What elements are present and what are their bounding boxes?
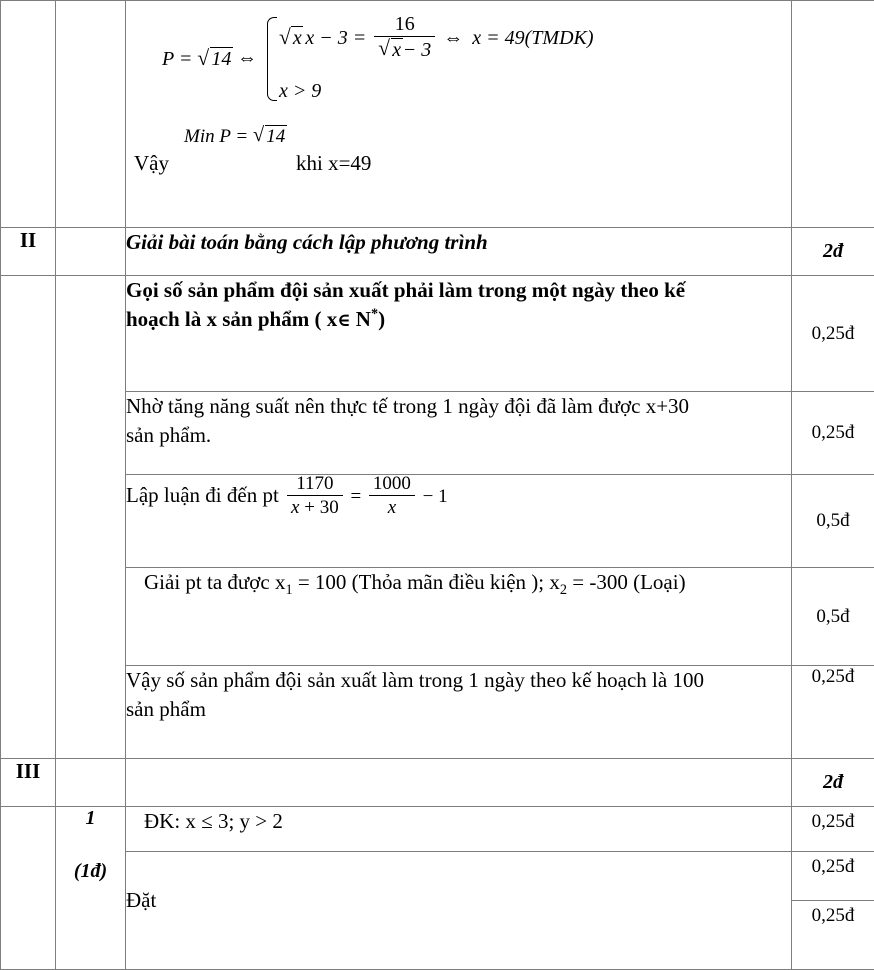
conclusion-min-p <box>126 125 791 179</box>
iff-symbol-1: ⇔ <box>237 47 257 70</box>
roman-cell-span-iii <box>1 807 56 970</box>
step-cell-roots <box>126 568 792 666</box>
table-row <box>1 276 874 392</box>
system-line-1: √ x x − 3 = 16 √ x− 3 ⇔ x = 49(TMDK) <box>279 15 594 64</box>
score-conclusion: 0,25đ <box>792 666 874 759</box>
score-cell-empty <box>792 1 874 228</box>
roots-line: Giải pt ta được $x_1 = 100$ (Thỏa mãn điều kiện ); $x_2 = -300$ (Loại) <box>126 568 791 601</box>
score-equation: 0,5đ <box>792 475 874 568</box>
khi-x-label: khi x=49 <box>296 149 371 178</box>
productivity-line2: sản phẩm. <box>126 421 791 450</box>
equation-lead-text: Lập luận đi đến pt <box>126 483 279 507</box>
question-number-1 <box>56 807 126 970</box>
section-title-iii <box>126 759 792 807</box>
section-number-ii: II <box>1 228 56 276</box>
equation-expression: $\frac{1170}{x + 30}$ = $\frac{1000}{x}$ − 1 <box>284 486 448 507</box>
sub-cell-empty <box>56 759 126 807</box>
table-row <box>1 807 874 852</box>
table-row <box>1 852 874 901</box>
equation-min-p <box>126 1 791 103</box>
condition-line: ĐK: x ≤ 3; y > 2 <box>126 807 791 836</box>
step-cell-equation <box>126 475 792 568</box>
conclusion-line1: Vậy số sản phẩm đội sản xuất làm trong 1 ngày theo kế hoạch là 100 <box>126 666 791 695</box>
score-ii: 2đ <box>792 228 874 276</box>
step-cell-productivity <box>126 392 792 475</box>
score-productivity: 0,25đ <box>792 392 874 475</box>
table-row <box>1 568 874 666</box>
min-p-expression: Min P = √ 14 <box>184 125 287 148</box>
score-iii: 2đ <box>792 759 874 807</box>
define-variable-line2: hoạch là x sản phẩm ( x∈ N*) <box>126 305 791 334</box>
table-row <box>1 228 874 276</box>
sub-cell-span-ii <box>56 276 126 759</box>
roman-cell-empty <box>1 1 56 228</box>
table-row <box>1 1 874 228</box>
define-variable-line1: Gọi số sản phẩm đội sản xuất phải làm trong một ngày theo kế <box>126 276 791 305</box>
question-number-label: 1 <box>56 807 125 830</box>
score-define-variable: 0,25đ <box>792 276 874 392</box>
step-cell-define-variable <box>126 276 792 392</box>
system-line-2: x > 9 <box>279 80 594 103</box>
step-cell-conclusion <box>126 666 792 759</box>
substitute-line: Đặt <box>126 852 791 915</box>
step-cell-substitute <box>126 852 792 970</box>
solution-cell-min-p <box>126 1 792 228</box>
section-title-ii: Giải bài toán bằng cách lập phương trình <box>126 228 792 276</box>
equation-line <box>126 475 791 521</box>
vay-label: Vậy <box>134 149 169 178</box>
roman-cell-span-ii <box>1 276 56 759</box>
step-cell-condition <box>126 807 792 852</box>
conclusion-line2: sản phẩm <box>126 695 791 724</box>
table-row <box>1 392 874 475</box>
sub-cell-empty <box>56 1 126 228</box>
score-roots: 0,5đ <box>792 568 874 666</box>
equation-system <box>263 15 594 103</box>
score-substitute-1: 0,25đ <box>792 852 874 901</box>
table-row <box>1 759 874 807</box>
section-number-iii: III <box>1 759 56 807</box>
table-row <box>1 475 874 568</box>
score-substitute-2: 0,25đ <box>792 901 874 970</box>
question-points-label: (1đ) <box>56 860 125 883</box>
table-row <box>1 666 874 759</box>
score-condition: 0,25đ <box>792 807 874 852</box>
productivity-line1: Nhờ tăng năng suất nên thực tế trong 1 ngày đội đã làm được x+30 <box>126 392 791 421</box>
sub-cell-empty <box>56 228 126 276</box>
eq-left: P = √ 14 <box>162 47 233 71</box>
